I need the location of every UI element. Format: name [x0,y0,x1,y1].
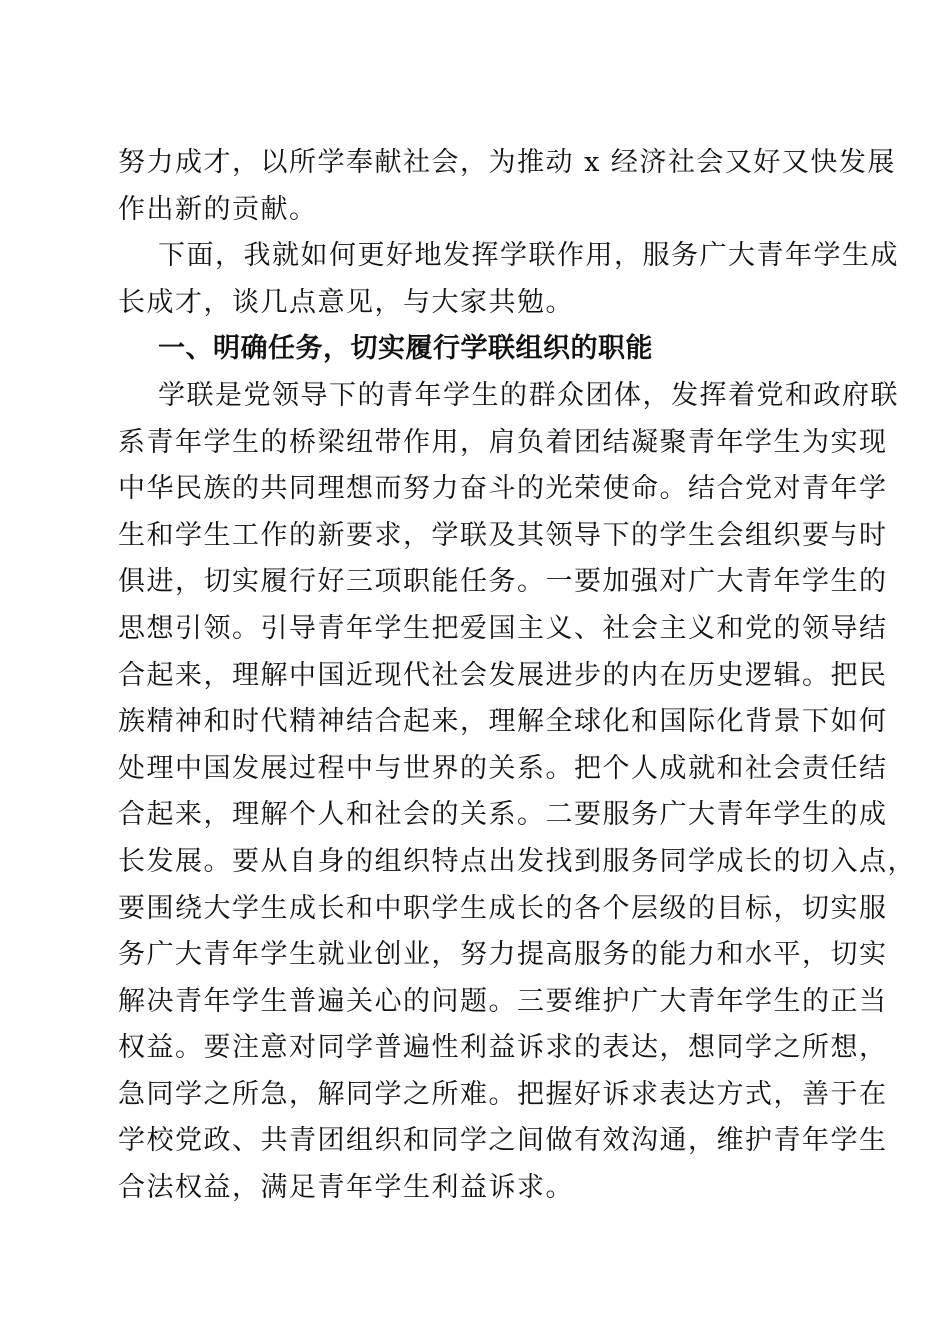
text-line: 俱进，切实履行好三项职能任务。一要加强对广大青年学生的 [118,566,888,598]
text-line: 族精神和时代精神结合起来，理解全球化和国际化背景下如何 [118,706,888,738]
text-line: 急同学之所急，解同学之所难。把握好诉求表达方式，善于在 [118,1078,888,1110]
text-line: 系青年学生的桥梁纽带作用，肩负着团结凝聚青年学生为实现 [118,426,888,458]
text-line: 生和学生工作的新要求，学联及其领导下的学生会组织要与时 [118,519,888,551]
section-heading: 一、明确任务，切实履行学联组织的职能 [158,333,653,365]
text-line: 合起来，理解中国近现代社会发展进步的内在历史逻辑。把民 [118,659,888,691]
text-line: 解决青年学生普遍关心的问题。三要维护广大青年学生的正当 [118,985,888,1017]
text-line: 学校党政、共青团组织和同学之间做有效沟通，维护青年学生 [118,1125,888,1157]
text-line: 长成才，谈几点意见，与大家共勉。 [118,286,574,318]
text-line: 要围绕大学生成长和中职学生成长的各个层级的目标，切实服 [118,892,888,924]
text-line: 中华民族的共同理想而努力奋斗的光荣使命。结合党对青年学 [118,473,888,505]
text-line: 努力成才，以所学奉献社会，为推动 x 经济社会又好又快发展 [118,147,896,178]
text-line: 长发展。要从自身的组织特点出发找到服务同学成长的切入点， [118,845,916,877]
paragraph-start-line: 下面，我就如何更好地发挥学联作用，服务广大青年学生成 [158,240,899,272]
text-line: 合法权益，满足青年学生利益诉求。 [118,1172,574,1204]
text-line: 合起来，理解个人和社会的关系。二要服务广大青年学生的成 [118,799,888,831]
text-line: 作出新的贡献。 [118,193,318,225]
text-line: 权益。要注意对同学普遍性利益诉求的表达，想同学之所想， [118,1032,888,1064]
text-line: 处理中国发展过程中与世界的关系。把个人成就和社会责任结 [118,752,888,784]
text-line: 务广大青年学生就业创业，努力提高服务的能力和水平，切实 [118,939,888,971]
document-body [118,140,916,1212]
text-line: 思想引领。引导青年学生把爱国主义、社会主义和党的领导结 [118,612,888,644]
paragraph-start-line: 学联是党领导下的青年学生的群众团体，发挥着党和政府联 [158,379,899,411]
